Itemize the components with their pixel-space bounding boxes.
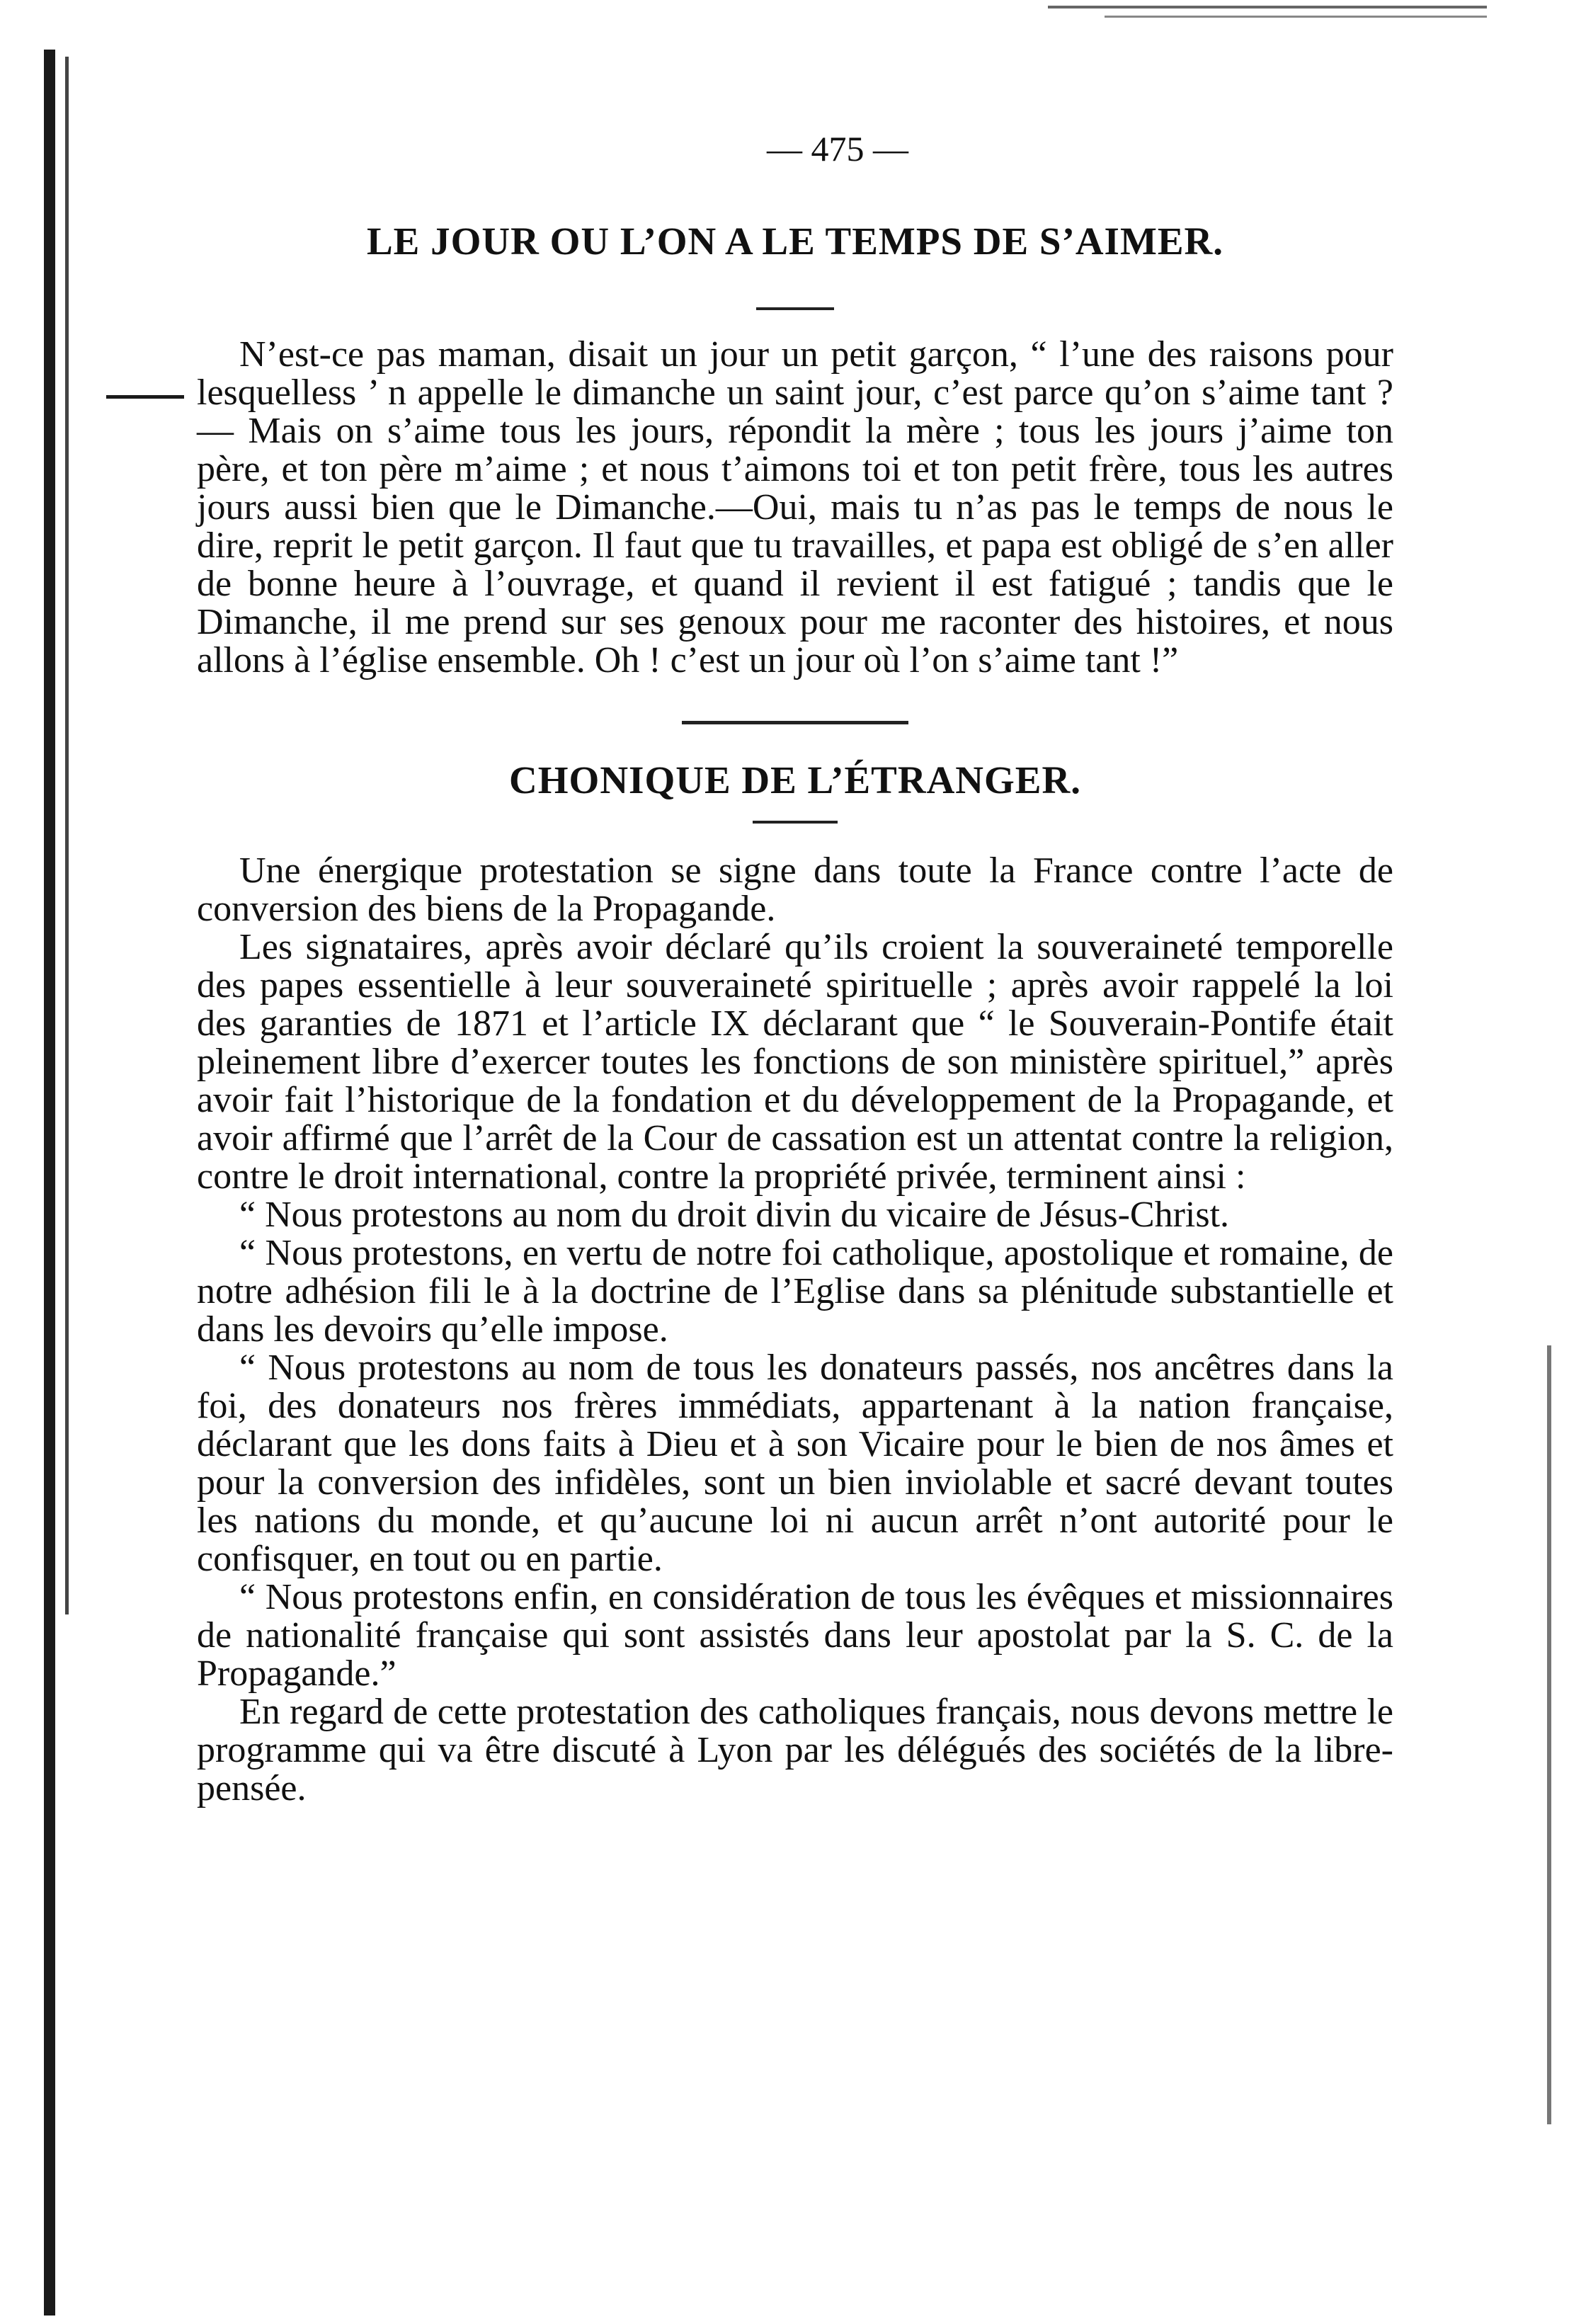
article-body-1: N’est-ce pas maman, disait un jour un petit garçon, “ l’une des raisons pour lesquelless ’ n appelle le dimanche un saint jour, c’est parce qu’on s’aime tant ? — Mais on s’aime tous les jours, répondit la mère ; tous les jours j’aime ton père, et ton père m’aime ; et nous t’aimons toi et ton petit frère, tous les autres jours aussi bien que le Dimanche.—Oui, mais tu n’as pas le temps de nous le dire, reprit le petit garçon. Il faut que tu travailles, et papa est obligé de s’en aller de bonne heure à l’ouvrage, et quand il revient il est fatigué ; tandis que le Dimanche, il me prend sur ses genoux pour me raconter des histoires, et nous allons à l’église ensemble. Oh ! c’est un jour où l’on s’aime tant !”: [197, 334, 1393, 680]
article-paragraph: En regard de cette protestation des catholiques français, nous devons mettre le programme qui va être discuté à Lyon par les délégués des sociétés de la libre-pensée.: [197, 1692, 1393, 1808]
article-paragraph: Une énergique protestation se signe dans toute la France contre l’acte de conversion des biens de la Propagande.: [197, 850, 1393, 929]
scan-top-rule: [1048, 6, 1487, 8]
article-paragraph: Les signataires, après avoir déclaré qu’ils croient la souveraineté temporelle des papes essentielle à leur souveraineté spirituelle ; après avoir rappelé la loi des garanties de 1871 et l’article IX déclarant que “ le Souverain-Pontife était pleinement libre d’exercer toutes les fonctions de son ministère spirituel,” après avoir fait l’historique de la fondation et du développement de la Propagande, et avoir affirmé que l’arrêt de la Cour de cassation est un attentat contre la religion, contre le droit international, contre la propriété privée, terminent ainsi :: [197, 927, 1393, 1197]
section-divider: [682, 721, 908, 724]
scan-binding-edge: [44, 50, 55, 2316]
article-title-2: CHONIQUE DE L’ÉTRANGER.: [509, 758, 1081, 802]
article-title-1: LE JOUR OU L’ON A LE TEMPS DE S’AIMER.: [366, 220, 1224, 263]
scan-top-rule-secondary: [1105, 16, 1487, 18]
title-divider-2: [753, 821, 838, 824]
title-divider-1: [756, 307, 834, 310]
scan-binding-shadow: [65, 57, 69, 1614]
margin-dash-mark: [106, 395, 184, 399]
article-paragraph: “ Nous protestons au nom de tous les donateurs passés, nos ancêtres dans la foi, des donateurs nos frères immédiats, appartenant à la nation française, déclarant que les dons faits à Dieu et à son Vicaire pour le bien de nos âmes et pour la conversion des infidèles, sont un bien inviolable et sacré devant toutes les nations du monde, et qu’aucune loi ni aucun arrêt n’ont autorité pour le confisquer, en tout ou en partie.: [197, 1348, 1393, 1579]
page-content: [197, 127, 1393, 1808]
article-paragraph: “ Nous protestons enfin, en considération de tous les évêques et missionnaires de nationalité française qui sont assistés dans leur apostolat par la S. C. de la Propagande.”: [197, 1577, 1393, 1694]
scan-right-edge: [1547, 1345, 1551, 2124]
page-number: — 475 —: [767, 129, 908, 169]
article-paragraph: “ Nous protestons au nom du droit divin du vicaire de Jésus-Christ.: [239, 1195, 1230, 1235]
article-paragraph: “ Nous protestons, en vertu de notre foi catholique, apostolique et romaine, de notre adhésion fili le à la doctrine de l’Eglise dans sa plénitude substantielle et dans les devoirs qu’elle impose.: [197, 1233, 1393, 1350]
